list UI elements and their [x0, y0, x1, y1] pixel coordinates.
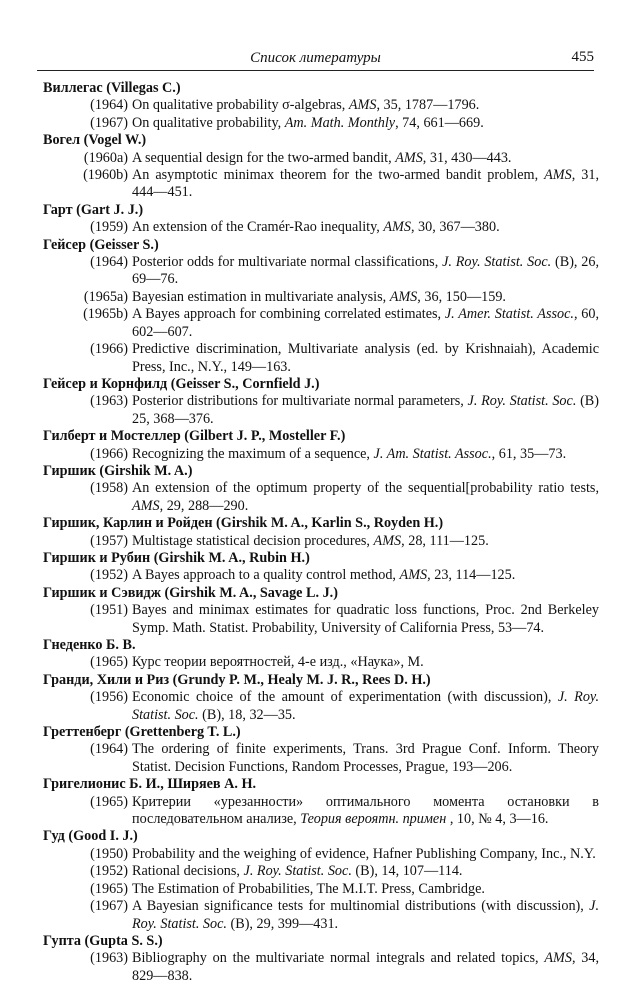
reference-body: Predictive discrimination, Multivariate analysis (ed. by Krishnaiah), Academic Press, Inc., N.Y., 149—163. — [132, 341, 599, 375]
reference-journal: J. Roy. Statist. Soc. — [132, 689, 599, 723]
running-header — [37, 48, 594, 71]
reference-text — [132, 393, 599, 428]
reference-details: , 29, 288—290. — [159, 497, 249, 514]
reference-journal: J. Roy. Statist. Soc. — [442, 254, 552, 271]
entry-author: Гилберт и Мостеллер (Gilbert J. P., Mosteller F.) — [43, 428, 346, 445]
reference-body: An extension of the optimum property of the sequential[probability ratio tests, — [132, 480, 599, 497]
reference-details: , 10, № 4, 3—16. — [446, 811, 549, 828]
reference-details: , 36, 150—159. — [417, 288, 506, 305]
reference-item — [43, 480, 599, 515]
reference-year: (1950) — [90, 845, 128, 862]
reference-journal: AMS — [395, 149, 423, 166]
reference-year: (1964) — [90, 741, 128, 758]
reference-year: (1956) — [90, 689, 128, 706]
bibliography-list — [43, 80, 599, 985]
reference-journal: AMS — [544, 950, 572, 967]
entry-author: Греттенберг (Grettenberg T. L.) — [43, 724, 241, 741]
reference-item — [43, 863, 599, 880]
reference-body: Multistage statistical decision procedures, — [132, 532, 374, 549]
reference-year: (1960a) — [83, 149, 128, 166]
reference-body: On qualitative probability, — [132, 114, 285, 131]
reference-year: (1952) — [90, 567, 128, 584]
reference-item — [43, 602, 599, 637]
entry-author: Гарт (Gart J. J.) — [43, 201, 144, 218]
reference-year: (1965b) — [83, 306, 128, 323]
reference-text — [132, 167, 599, 202]
reference-details: , 61, 35—73. — [491, 445, 567, 462]
reference-year: (1960b) — [83, 167, 128, 184]
reference-text — [132, 881, 599, 898]
reference-text — [132, 254, 599, 289]
reference-item — [43, 167, 599, 202]
reference-year: (1964) — [90, 254, 128, 271]
reference-year: (1959) — [90, 219, 128, 236]
reference-item — [43, 898, 599, 933]
reference-item — [43, 846, 599, 863]
reference-text — [132, 602, 599, 637]
reference-body: Bibliography on the multivariate normal integrals and related topics, — [132, 950, 545, 967]
reference-body: An asymptotic minimax theorem for the two-armed bandit problem, — [132, 167, 545, 184]
reference-item — [43, 741, 599, 776]
reference-year: (1958) — [90, 480, 128, 497]
reference-details: , 31, 430—443. — [422, 149, 512, 166]
entry-author: Вогел (Vogel W.) — [43, 132, 147, 149]
reference-journal: J. Roy. Statist. Soc. — [243, 863, 352, 880]
reference-item — [43, 881, 599, 898]
reference-item — [43, 254, 599, 289]
reference-details: , 28, 111—125. — [401, 532, 489, 549]
reference-journal: J. Amer. Statist. Assoc. — [444, 306, 574, 323]
reference-journal: AMS — [383, 219, 411, 236]
entry-author: Григелионис Б. И., Ширяев А. Н. — [43, 776, 257, 793]
reference-item — [43, 306, 599, 341]
reference-item — [43, 794, 599, 829]
reference-item — [43, 150, 599, 167]
entry-author: Гейсер (Geisser S.) — [43, 236, 159, 253]
reference-text — [132, 306, 599, 341]
reference-journal: AMS — [132, 497, 160, 514]
reference-item — [43, 446, 599, 463]
reference-text — [132, 689, 599, 724]
reference-year: (1952) — [90, 863, 128, 880]
entry-author: Гупта (Gupta S. S.) — [43, 932, 163, 949]
reference-body: A Bayes approach for combining correlated estimates, — [132, 306, 445, 323]
reference-details: (B) 25, 368—376. — [132, 393, 599, 427]
reference-year: (1965) — [90, 880, 128, 897]
reference-details: , 34, 829—838. — [132, 950, 599, 984]
reference-body: Economic choice of the amount of experimentation (with discussion), — [132, 689, 558, 706]
reference-text — [132, 846, 599, 863]
reference-text — [132, 898, 599, 933]
page-number: 455 — [571, 49, 594, 65]
reference-item — [43, 97, 599, 114]
reference-item — [43, 289, 599, 306]
reference-item — [43, 689, 599, 724]
reference-text — [132, 533, 599, 550]
reference-text — [132, 654, 599, 671]
reference-year: (1951) — [90, 602, 128, 619]
reference-body: A sequential design for the two-armed bandit, — [132, 149, 396, 166]
reference-item — [43, 115, 599, 132]
reference-text — [132, 115, 599, 132]
reference-year: (1965) — [90, 654, 128, 671]
reference-body: Курс теории вероятностей, 4-е изд., «Наука», М. — [132, 654, 424, 671]
reference-details: , 31, 444—451. — [132, 167, 599, 201]
reference-details: , 23, 114—125. — [427, 567, 516, 584]
reference-item — [43, 219, 599, 236]
reference-body: Критерии «урезанности» оптимального момента остановки в последовательном анализе, — [132, 793, 599, 828]
reference-journal: AMS — [544, 167, 572, 184]
reference-details: (B), 14, 107—114. — [351, 863, 463, 880]
reference-journal: AMS — [389, 288, 418, 305]
reference-journal: AMS — [373, 532, 402, 549]
reference-body: The Estimation of Probabilities, The M.I.T. Press, Cambridge. — [132, 880, 485, 897]
reference-year: (1966) — [90, 445, 128, 462]
reference-details: , 74, 661—669. — [395, 114, 484, 131]
reference-text — [132, 863, 599, 880]
reference-body: Recognizing the maximum of a sequence, — [132, 445, 374, 462]
reference-year: (1957) — [90, 532, 128, 549]
reference-text — [132, 567, 599, 584]
reference-journal: Am. Math. Monthly — [284, 114, 396, 131]
reference-text — [132, 289, 599, 306]
reference-journal: J. Am. Statist. Assoc. — [373, 445, 492, 462]
reference-item — [43, 533, 599, 550]
reference-body: Posterior distributions for multivariate normal parameters, — [132, 393, 468, 410]
reference-details: (B), 26, 69—76. — [132, 254, 600, 288]
reference-journal: AMS — [348, 97, 377, 114]
entry-author: Гиршик (Girshik M. A.) — [43, 462, 193, 479]
reference-details: (B), 29, 399—431. — [226, 915, 339, 932]
reference-details: , 60, 602—607. — [132, 306, 599, 340]
reference-item — [43, 341, 599, 376]
reference-text — [132, 97, 599, 114]
reference-journal: J. Roy. Statist. Soc. — [132, 898, 599, 932]
reference-year: (1965a) — [83, 288, 128, 305]
reference-year: (1964) — [90, 97, 128, 114]
entry-author: Гнеденко Б. В. — [43, 637, 136, 653]
reference-text — [132, 219, 599, 236]
reference-details: , 35, 1787—1796. — [376, 97, 480, 114]
reference-item — [43, 950, 599, 985]
entry-author: Гиршик и Сэвидж (Girshik M. A., Savage L. J.) — [43, 584, 338, 601]
reference-journal: Теория вероятн. примен — [300, 811, 447, 828]
entry-author: Гейсер и Корнфилд (Geisser S., Cornfield J.) — [43, 375, 320, 392]
reference-body: A Bayes approach to a quality control method, — [132, 567, 400, 584]
reference-body: An extension of the Cramér-Rao inequality, — [132, 219, 384, 236]
reference-body: Bayes and minimax estimates for quadratic loss functions, Proc. 2nd Berkeley Symp. Math. Statist. Probability, University of California Press, 53—74. — [132, 602, 599, 636]
running-title: Список литературы — [250, 50, 381, 66]
reference-text — [132, 950, 599, 985]
entry-author: Гуд (Good I. J.) — [43, 828, 138, 845]
reference-year: (1967) — [90, 898, 128, 915]
reference-item — [43, 567, 599, 584]
reference-body: Rational decisions, — [132, 863, 244, 880]
reference-item — [43, 393, 599, 428]
reference-journal: AMS — [399, 567, 428, 584]
reference-text — [132, 150, 599, 167]
reference-year: (1963) — [90, 393, 128, 410]
reference-item — [43, 654, 599, 671]
reference-text — [132, 794, 599, 829]
reference-details: (B), 18, 32—35. — [198, 706, 296, 723]
reference-text — [132, 341, 599, 376]
reference-text — [132, 480, 599, 515]
reference-year: (1966) — [90, 341, 128, 358]
reference-body: Bayesian estimation in multivariate analysis, — [132, 288, 390, 305]
reference-body: The ordering of finite experiments, Trans. 3rd Prague Conf. Inform. Theory Statist. Decision Functions, Random Processes, Prague, 193—206. — [132, 741, 599, 775]
reference-year: (1967) — [90, 114, 128, 131]
reference-body: A Bayesian significance tests for multinomial distributions (with discussion), — [132, 898, 590, 915]
reference-body: Posterior odds for multivariate normal classifications, — [132, 254, 443, 271]
entry-author: Виллегас (Villegas C.) — [43, 80, 181, 96]
reference-body: Probability and the weighing of evidence, Hafner Publishing Company, Inc., N.Y. — [132, 845, 596, 862]
reference-details: , 30, 367—380. — [410, 219, 500, 236]
entry-author: Гиршик, Карлин и Ройден (Girshik M. A., Karlin S., Royden H.) — [43, 515, 444, 532]
reference-year: (1963) — [90, 950, 128, 967]
reference-text — [132, 741, 599, 776]
entry-author: Гиршик и Рубин (Girshik M. A., Rubin H.) — [43, 549, 310, 566]
reference-journal: J. Roy. Statist. Soc. — [467, 393, 577, 410]
entry-author: Гранди, Хили и Риз (Grundy P. M., Healy M. J. R., Rees D. H.) — [43, 671, 431, 688]
reference-year: (1965) — [90, 793, 128, 810]
reference-text — [132, 446, 599, 463]
reference-body: On qualitative probability σ-algebras, — [132, 97, 349, 114]
